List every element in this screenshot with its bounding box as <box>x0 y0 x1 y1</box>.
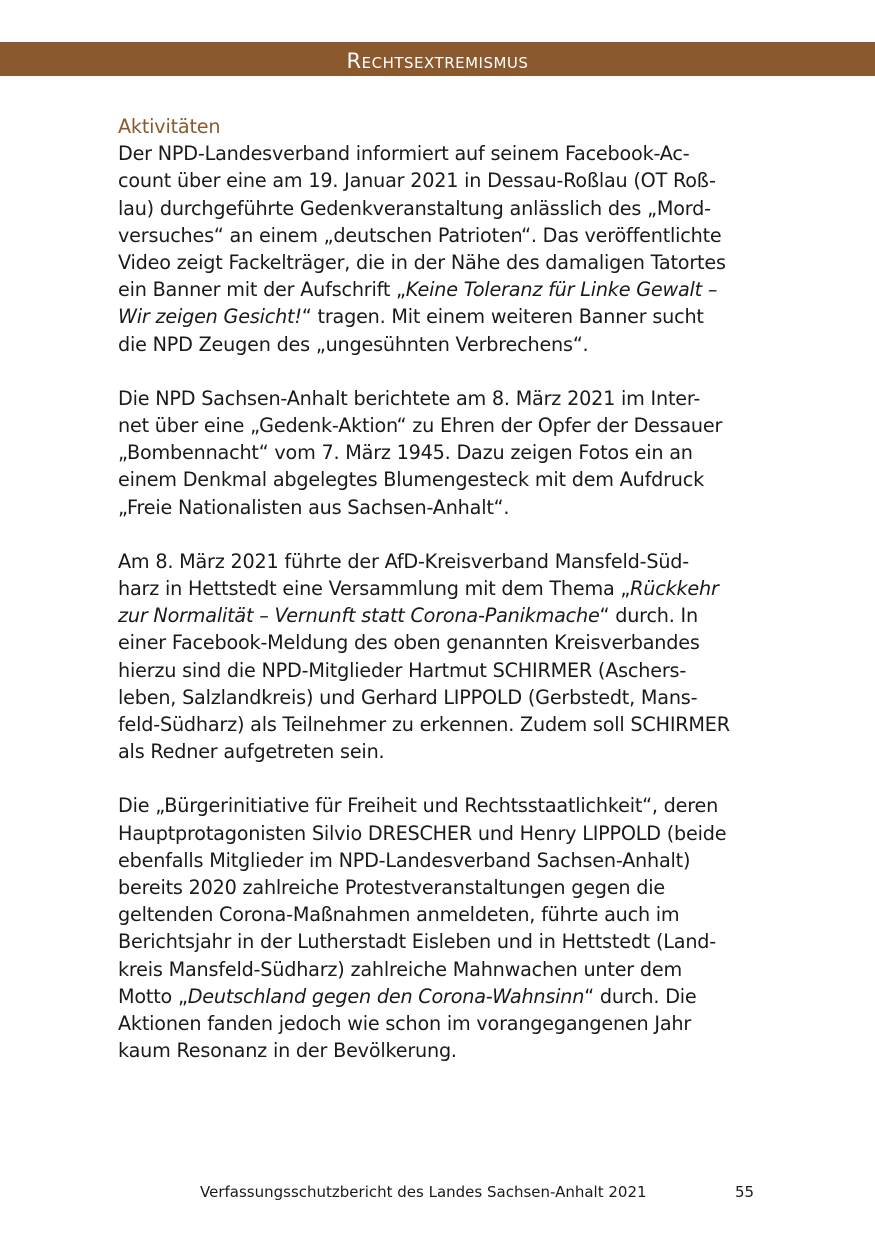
text-line: lau) durchgeführte Gedenkveranstaltung anlässlich des „Mord- <box>118 196 711 220</box>
italic-quote: Keine Toleranz für Linke Gewalt – <box>405 278 718 302</box>
text-line: die NPD Zeugen des „ungesühnten Verbrechens“. <box>118 332 589 356</box>
text-line: ebenfalls Mitglieder im NPD-Landesverband Sachsen-Anhalt) <box>118 848 691 872</box>
section-heading: Aktivitäten <box>118 115 221 138</box>
paragraph-2 <box>118 385 768 521</box>
italic-quote: Deutschland gegen den Corona-Wahnsinn <box>187 984 585 1008</box>
text-line: Der NPD-Landesverband informiert auf seinem Facebook-Ac- <box>118 142 690 166</box>
text-line: Hauptprotagonisten Silvio DRESCHER und Henry LIPPOLD (beide <box>118 821 727 845</box>
paragraph-4 <box>118 792 768 1064</box>
text-segment: “ durch. Die <box>584 984 697 1008</box>
text-line: versuches“ an einem „deutschen Patrioten“. Das veröffentlichte <box>118 223 722 247</box>
italic-quote: Rückkehr <box>630 577 719 601</box>
text-line <box>118 602 768 629</box>
text-line <box>118 983 768 1010</box>
text-line: Die NPD Sachsen-Anhalt berichtete am 8. März 2021 im Inter- <box>118 386 701 410</box>
text-line: leben, Salzlandkreis) und Gerhard LIPPOLD (Gerbstedt, Mans- <box>118 685 698 709</box>
text-line: Berichtsjahr in der Lutherstadt Eisleben und in Hettstedt (Land- <box>118 930 717 954</box>
text-segment: “ durch. In <box>599 604 698 628</box>
text-line <box>118 575 768 602</box>
text-line: „Freie Nationalisten aus Sachsen-Anhalt“. <box>118 495 510 519</box>
text-line: einer Facebook-Meldung des oben genannten Kreisverbandes <box>118 631 700 655</box>
text-line: als Redner aufgetreten sein. <box>118 740 385 764</box>
text-line: Am 8. März 2021 führte der AfD-Kreisverband Mansfeld-Süd- <box>118 549 689 573</box>
text-line: Die „Bürgerinitiative für Freiheit und Rechtsstaatlichkeit“, deren <box>118 794 719 818</box>
page-number: 55 <box>735 1183 755 1201</box>
text-segment: harz in Hettstedt eine Versammlung mit dem Thema „ <box>118 577 631 601</box>
text-line: hierzu sind die NPD-Mitglieder Hartmut SCHIRMER (Aschers- <box>118 658 687 682</box>
italic-quote: Wir zeigen Gesicht! <box>118 305 302 329</box>
paragraph-3 <box>118 548 768 766</box>
page-title: Rechtsextremismus <box>346 49 529 73</box>
text-line: Video zeigt Fackelträger, die in der Nähe des damaligen Tatortes <box>118 251 726 275</box>
italic-quote: zur Normalität – Vernunft statt Corona-Panikmache <box>118 604 600 628</box>
text-line: geltenden Corona-Maßnahmen anmeldeten, führte auch im <box>118 903 680 927</box>
main-content <box>118 113 768 1092</box>
text-line: net über eine „Gedenk-Aktion“ zu Ehren der Opfer der Dessauer <box>118 414 723 438</box>
text-line: Aktionen fanden jedoch wie schon im vorangegangenen Jahr <box>118 1012 692 1036</box>
text-line: feld-Südharz) als Teilnehmer zu erkennen. Zudem soll SCHIRMER <box>118 713 730 737</box>
text-segment: Motto „ <box>118 984 188 1008</box>
text-line: bereits 2020 zahlreiche Protestveranstaltungen gegen die <box>118 876 665 900</box>
text-line: kreis Mansfeld-Südharz) zahlreiche Mahnwachen unter dem <box>118 957 682 981</box>
text-line <box>118 276 768 303</box>
footer-publication-title: Verfassungsschutzbericht des Landes Sachsen-Anhalt 2021 <box>200 1183 647 1201</box>
paragraph-1 <box>118 140 768 358</box>
text-segment: “ tragen. Mit einem weiteren Banner sucht <box>301 305 704 329</box>
text-line: count über eine am 19. Januar 2021 in Dessau-Roßlau (OT Roß- <box>118 169 716 193</box>
text-segment: ein Banner mit der Aufschrift „ <box>118 278 406 302</box>
text-line: einem Denkmal abgelegtes Blumengesteck mit dem Aufdruck <box>118 468 705 492</box>
text-line: „Bombennacht“ vom 7. März 1945. Dazu zeigen Fotos ein an <box>118 441 693 465</box>
text-line: kaum Resonanz in der Bevölkerung. <box>118 1039 457 1063</box>
text-line <box>118 303 768 330</box>
